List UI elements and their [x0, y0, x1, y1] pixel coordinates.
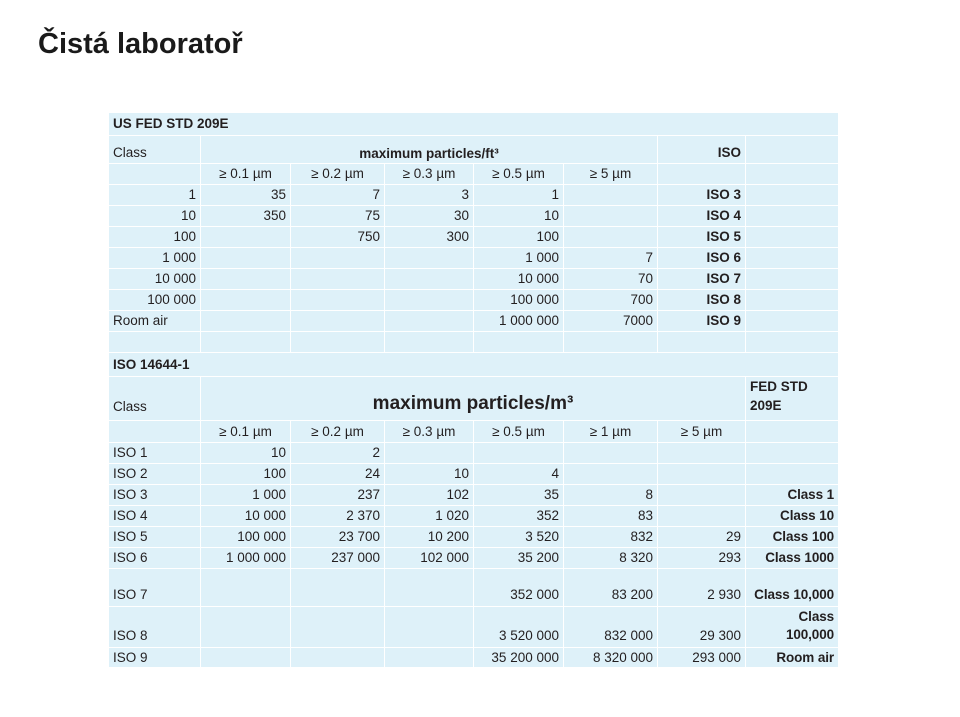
table-row [109, 506, 839, 527]
particle-count-cell: 83 [564, 506, 658, 527]
fed-equivalent-cell [746, 443, 839, 464]
particle-count-cell: 300 [385, 227, 474, 248]
fed-std-column-label [746, 377, 839, 421]
page-title: Čistá laboratoř [38, 28, 243, 60]
particle-count-cell: 102 000 [385, 548, 474, 569]
table-row [109, 485, 839, 506]
particle-count-cell: 29 [658, 527, 746, 548]
particle-count-cell [385, 290, 474, 311]
particle-count-cell: 1 [474, 185, 564, 206]
empty-cell [746, 227, 839, 248]
fed-equivalent-text: Class 1000 [765, 550, 835, 565]
table-row [109, 311, 839, 332]
particle-count-cell [291, 607, 385, 648]
iso-class-cell: ISO 6 [109, 548, 201, 569]
iso-column-label: ISO [658, 136, 746, 164]
fed-std-heading: US FED STD 209E [109, 113, 839, 136]
spacer-row [109, 332, 839, 353]
particle-count-cell [201, 648, 291, 668]
particle-count-cell: 100 [201, 464, 291, 485]
particle-count-cell: 10 [385, 464, 474, 485]
particle-count-cell: 75 [291, 206, 385, 227]
fed-equivalent-cell [746, 527, 839, 548]
section-heading-row [109, 113, 839, 136]
particle-count-cell [658, 464, 746, 485]
particle-count-cell: 1 000 [474, 248, 564, 269]
table-row [109, 648, 839, 668]
particle-count-cell [385, 248, 474, 269]
particle-count-cell: 352 [474, 506, 564, 527]
particle-count-cell: 3 520 [474, 527, 564, 548]
particle-count-cell: 1 000 000 [474, 311, 564, 332]
particle-count-cell: 352 000 [474, 569, 564, 607]
particle-count-cell: 10 200 [385, 527, 474, 548]
particle-count-cell: 102 [385, 485, 474, 506]
particle-count-cell: 832 [564, 527, 658, 548]
particle-count-cell: 1 000 [201, 485, 291, 506]
empty-cell [746, 332, 839, 353]
empty-cell [109, 332, 201, 353]
column-group-row [109, 377, 839, 421]
particle-count-cell [201, 290, 291, 311]
fed-equivalent-cell [746, 548, 839, 569]
particle-count-cell: 750 [291, 227, 385, 248]
particle-count-cell [474, 443, 564, 464]
particle-count-cell: 2 [291, 443, 385, 464]
particle-count-cell [291, 569, 385, 607]
table-row [109, 464, 839, 485]
empty-cell [746, 269, 839, 290]
iso-equivalent-cell: ISO 6 [658, 248, 746, 269]
particle-count-cell [564, 206, 658, 227]
particle-size-row [109, 421, 839, 443]
column-group-row [109, 136, 839, 164]
fed-class-cell: 100 [109, 227, 201, 248]
max-particles-ft3-label: maximum particles/ft³ [201, 136, 658, 164]
particle-count-cell [201, 569, 291, 607]
empty-cell [658, 332, 746, 353]
table-row [109, 443, 839, 464]
empty-cell [564, 332, 658, 353]
table-row [109, 548, 839, 569]
particle-count-cell: 7000 [564, 311, 658, 332]
fed-equivalent-cell [746, 506, 839, 527]
table-row [109, 290, 839, 311]
particle-count-cell: 10 000 [201, 506, 291, 527]
particle-count-cell: 24 [291, 464, 385, 485]
particle-count-cell: 100 000 [474, 290, 564, 311]
empty-cell [746, 421, 839, 443]
particle-count-cell: 237 [291, 485, 385, 506]
fed-class-cell: 1 000 [109, 248, 201, 269]
fed-std-column-label-text: FED STD 209E [750, 379, 808, 413]
particle-count-cell: 83 200 [564, 569, 658, 607]
iso-equivalent-cell: ISO 7 [658, 269, 746, 290]
particle-count-cell [658, 443, 746, 464]
fed-equivalent-cell [746, 648, 839, 668]
particle-count-cell: 35 [474, 485, 564, 506]
particle-count-cell [564, 464, 658, 485]
fed-class-cell: 10 000 [109, 269, 201, 290]
particle-count-cell: 70 [564, 269, 658, 290]
particle-count-cell: 8 320 [564, 548, 658, 569]
empty-cell [385, 332, 474, 353]
table-row [109, 527, 839, 548]
empty-cell [746, 290, 839, 311]
class-column-label: Class [109, 377, 201, 421]
particle-count-cell: 35 200 [474, 548, 564, 569]
particle-count-cell: 23 700 [291, 527, 385, 548]
empty-cell [746, 248, 839, 269]
fed-std-rows [109, 185, 839, 332]
fed-equivalent-text: Class 100 [772, 529, 835, 544]
empty-cell [201, 332, 291, 353]
particle-count-cell: 10 000 [474, 269, 564, 290]
particle-count-cell [385, 607, 474, 648]
fed-class-cell: 1 [109, 185, 201, 206]
cleanroom-class-table [108, 112, 839, 668]
empty-cell [109, 164, 201, 185]
particle-count-cell: 2 370 [291, 506, 385, 527]
particle-count-cell: 10 [201, 443, 291, 464]
iso-equivalent-cell: ISO 4 [658, 206, 746, 227]
table-row [109, 227, 839, 248]
iso-equivalent-cell: ISO 5 [658, 227, 746, 248]
empty-cell [746, 206, 839, 227]
fed-equivalent-text: Class 10,000 [754, 587, 835, 602]
iso-class-cell: ISO 8 [109, 607, 201, 648]
fed-equivalent-cell [746, 485, 839, 506]
particle-count-cell [385, 269, 474, 290]
table-row [109, 248, 839, 269]
iso-class-cell: ISO 4 [109, 506, 201, 527]
particle-count-cell: 2 930 [658, 569, 746, 607]
particle-size-header: ≥ 5 µm [658, 421, 746, 443]
particle-count-cell: 29 300 [658, 607, 746, 648]
particle-count-cell [291, 269, 385, 290]
particle-count-cell [385, 569, 474, 607]
particle-count-cell: 832 000 [564, 607, 658, 648]
particle-count-cell [385, 648, 474, 668]
particle-count-cell: 8 320 000 [564, 648, 658, 668]
particle-size-header: ≥ 0.1 µm [201, 421, 291, 443]
table-row [109, 185, 839, 206]
iso-class-cell: ISO 9 [109, 648, 201, 668]
iso-equivalent-cell: ISO 8 [658, 290, 746, 311]
particle-count-cell: 237 000 [291, 548, 385, 569]
particle-count-cell [564, 443, 658, 464]
particle-count-cell [658, 506, 746, 527]
section-heading-row [109, 353, 839, 377]
particle-size-row [109, 164, 839, 185]
fed-class-cell: 10 [109, 206, 201, 227]
empty-cell [746, 311, 839, 332]
particle-size-header: ≥ 0.3 µm [385, 164, 474, 185]
particle-count-cell: 8 [564, 485, 658, 506]
particle-count-cell: 35 200 000 [474, 648, 564, 668]
particle-count-cell: 100 [474, 227, 564, 248]
particle-count-cell [201, 248, 291, 269]
particle-count-cell [201, 607, 291, 648]
max-particles-m3-label: maximum particles/m³ [201, 377, 746, 421]
particle-size-header: ≥ 0.3 µm [385, 421, 474, 443]
particle-count-cell [201, 227, 291, 248]
iso-14644-header [109, 332, 839, 443]
particle-count-cell: 1 020 [385, 506, 474, 527]
fed-equivalent-cell [746, 607, 839, 648]
particle-count-cell [291, 311, 385, 332]
particle-count-cell [291, 290, 385, 311]
particle-count-cell [201, 311, 291, 332]
particle-size-header: ≥ 0.2 µm [291, 421, 385, 443]
iso-equivalent-cell: ISO 3 [658, 185, 746, 206]
particle-count-cell [291, 248, 385, 269]
particle-count-cell: 30 [385, 206, 474, 227]
particle-count-cell: 3 [385, 185, 474, 206]
particle-count-cell: 3 520 000 [474, 607, 564, 648]
iso-14644-rows [109, 443, 839, 668]
table-row [109, 607, 839, 648]
particle-count-cell: 35 [201, 185, 291, 206]
fed-std-header [109, 113, 839, 185]
particle-count-cell [201, 269, 291, 290]
class-column-label: Class [109, 136, 201, 164]
particle-count-cell: 1 000 000 [201, 548, 291, 569]
fed-class-cell: Room air [109, 311, 201, 332]
particle-count-cell: 293 [658, 548, 746, 569]
particle-size-header: ≥ 0.5 µm [474, 164, 564, 185]
particle-count-cell: 7 [564, 248, 658, 269]
particle-count-cell: 700 [564, 290, 658, 311]
fed-equivalent-text: Room air [776, 649, 835, 665]
fed-equivalent-text: Class 1 [787, 487, 835, 502]
fed-equivalent-cell [746, 464, 839, 485]
empty-cell [746, 164, 839, 185]
particle-count-cell: 10 [474, 206, 564, 227]
particle-size-header: ≥ 5 µm [564, 164, 658, 185]
particle-count-cell [658, 485, 746, 506]
iso-14644-heading: ISO 14644-1 [109, 353, 839, 377]
iso-class-cell: ISO 5 [109, 527, 201, 548]
particle-count-cell: 100 000 [201, 527, 291, 548]
fed-class-cell: 100 000 [109, 290, 201, 311]
table-row [109, 269, 839, 290]
table-row [109, 569, 839, 607]
iso-equivalent-cell: ISO 9 [658, 311, 746, 332]
empty-cell [746, 136, 839, 164]
particle-size-header: ≥ 1 µm [564, 421, 658, 443]
particle-count-cell [564, 185, 658, 206]
empty-cell [109, 421, 201, 443]
particle-count-cell [564, 227, 658, 248]
fed-equivalent-text: Class 10 [780, 508, 835, 523]
fed-equivalent-cell [746, 569, 839, 607]
iso-class-cell: ISO 1 [109, 443, 201, 464]
iso-class-cell: ISO 7 [109, 569, 201, 607]
empty-cell [658, 164, 746, 185]
empty-cell [746, 185, 839, 206]
table-row [109, 206, 839, 227]
particle-count-cell: 293 000 [658, 648, 746, 668]
particle-size-header: ≥ 0.1 µm [201, 164, 291, 185]
particle-count-cell: 4 [474, 464, 564, 485]
fed-equivalent-text: Class 100,000 [785, 609, 835, 642]
empty-cell [474, 332, 564, 353]
particle-count-cell: 350 [201, 206, 291, 227]
particle-count-cell [291, 648, 385, 668]
empty-cell [291, 332, 385, 353]
particle-size-header: ≥ 0.2 µm [291, 164, 385, 185]
particle-count-cell: 7 [291, 185, 385, 206]
particle-count-cell [385, 311, 474, 332]
iso-class-cell: ISO 3 [109, 485, 201, 506]
iso-class-cell: ISO 2 [109, 464, 201, 485]
particle-size-header: ≥ 0.5 µm [474, 421, 564, 443]
particle-count-cell [385, 443, 474, 464]
